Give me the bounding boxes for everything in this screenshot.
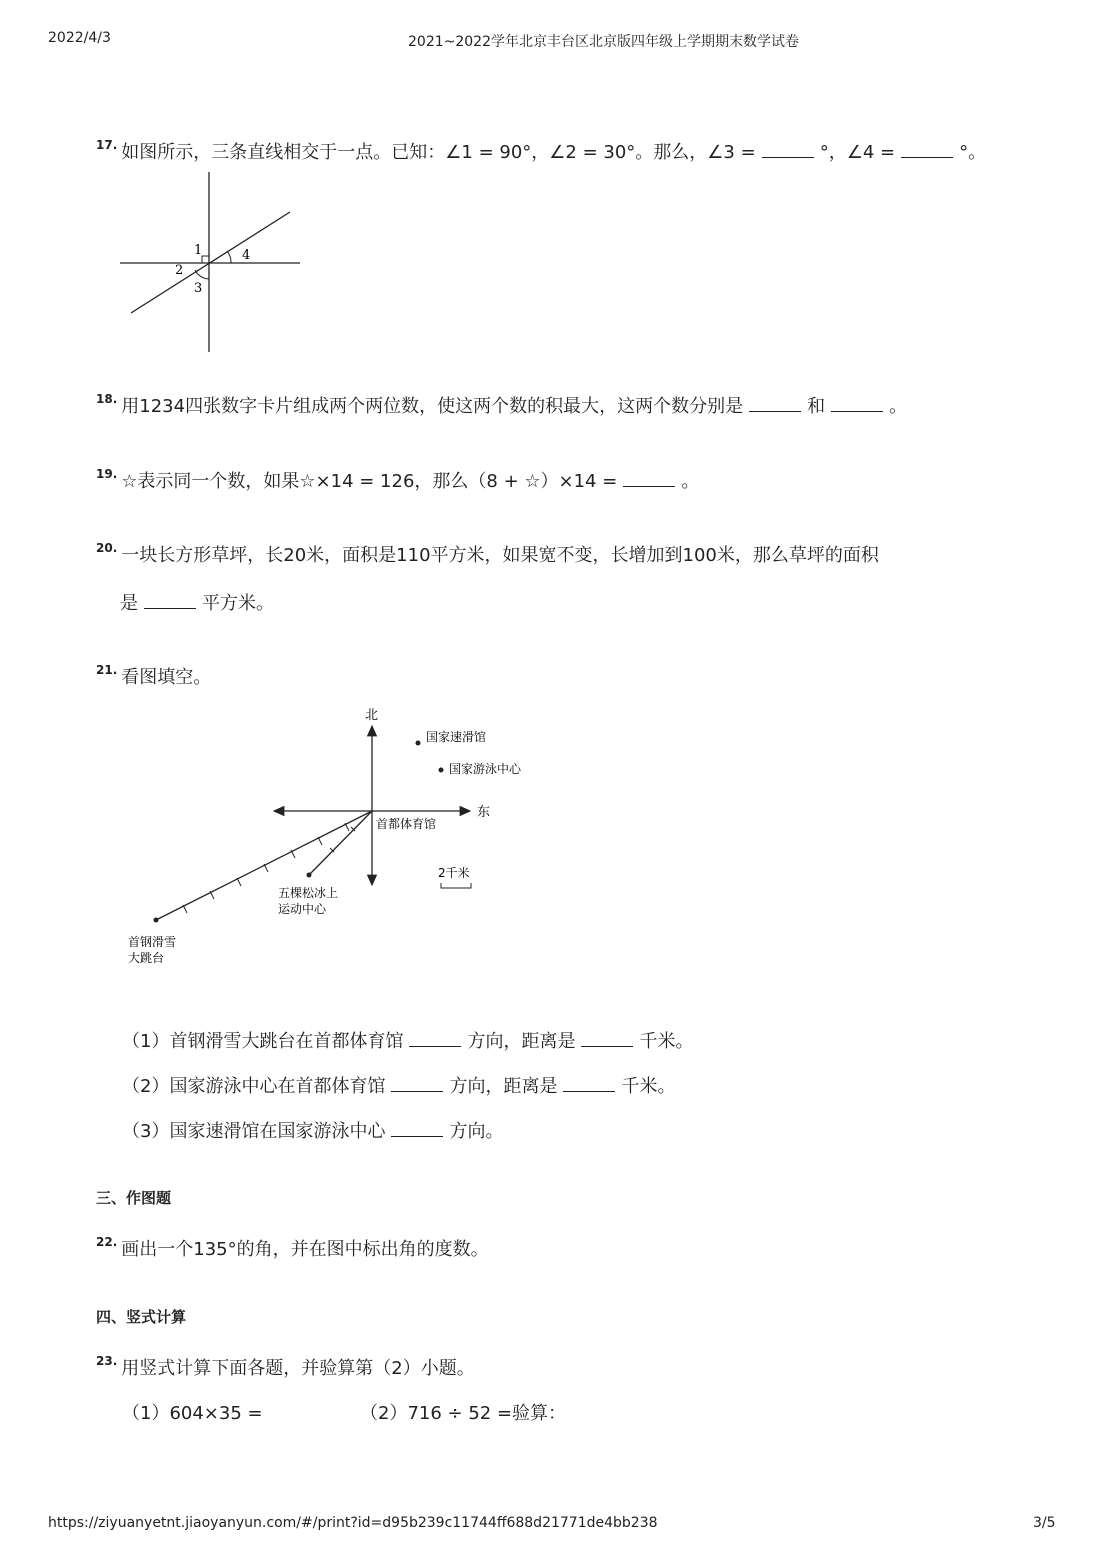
- question-text: 平方米。: [202, 593, 274, 614]
- answer-blank: [831, 393, 883, 412]
- question-text: 方向，距离是: [449, 1076, 558, 1097]
- question-number: 19.: [96, 467, 118, 481]
- question-text: 一块长方形草坪，长20米，面积是110平方米，如果宽不变，长增加到100米，那么草坪的面积: [121, 545, 879, 566]
- question-19: [96, 468, 699, 496]
- answer-blank: [391, 1073, 443, 1092]
- question-text: 如图所示，三条直线相交于一点。已知：∠1 = 90°，∠2 = 30°。那么，∠3 =: [121, 142, 756, 163]
- answer-blank: [749, 393, 801, 412]
- question-text: （2）国家游泳中心在首都体育馆: [122, 1076, 386, 1097]
- question-number: 20.: [96, 541, 118, 555]
- footer-url[interactable]: https://ziyuanyetnt.jiaoyanyun.com/#/print?id=d95b239c11744ff688d21771de4bb238: [48, 1515, 658, 1531]
- question-text: 方向，距离是: [467, 1031, 576, 1052]
- question-text: 。: [681, 471, 700, 492]
- question-text: 千米。: [621, 1076, 676, 1097]
- section-heading-4: 四、竖式计算: [96, 1308, 187, 1326]
- question-text: 千米。: [639, 1031, 694, 1052]
- question-18: [96, 393, 907, 421]
- question-21-sub-2: [122, 1073, 675, 1100]
- shougang-point: [154, 918, 159, 923]
- question-text: （3）国家速滑馆在国家游泳中心: [122, 1121, 386, 1142]
- page-number: 3/5: [1033, 1515, 1056, 1531]
- direction-map: [110, 700, 540, 975]
- angle-label-3: 3: [194, 281, 203, 296]
- answer-blank: [391, 1118, 443, 1137]
- north-label: 北: [365, 708, 379, 723]
- right-angle-mark: [202, 256, 209, 263]
- intersecting-lines-figure: [115, 170, 305, 355]
- shougang-line: [156, 811, 372, 920]
- question-text: 。: [889, 396, 908, 417]
- question-number: 18.: [96, 392, 118, 406]
- question-text: °。: [959, 142, 987, 163]
- question-text: ☆表示同一个数，如果☆×14 = 126，那么（8 + ☆）×14 =: [121, 471, 618, 492]
- tick-mark: [237, 878, 241, 886]
- question-20-line2: [120, 590, 274, 617]
- question-text: 看图填空。: [121, 667, 212, 688]
- question-21-sub-1: [122, 1028, 693, 1055]
- question-23-part-1: （1）604×35 =: [122, 1403, 263, 1424]
- question-21-sub-3: [122, 1118, 503, 1145]
- swimming-center-point: [439, 768, 444, 773]
- answer-blank: [409, 1028, 461, 1047]
- section-heading-3: 三、作图题: [96, 1189, 172, 1207]
- answer-blank: [563, 1073, 615, 1092]
- question-20: [96, 543, 879, 570]
- angle-4-arc: [227, 251, 231, 263]
- print-date: 2022/4/3: [48, 30, 111, 46]
- swimming-center-label: 国家游泳中心: [449, 762, 522, 776]
- question-text: °，∠4 =: [819, 142, 896, 163]
- scale-label: 2千米: [438, 866, 470, 880]
- question-text: （1）首钢滑雪大跳台在首都体育馆: [122, 1031, 404, 1052]
- document-title: 2021~2022学年北京丰台区北京版四年级上学期期末数学试卷: [408, 34, 799, 50]
- question-text: 是: [120, 593, 138, 614]
- angle-label-4: 4: [242, 248, 251, 263]
- question-text: 方向。: [449, 1121, 504, 1142]
- question-number: 22.: [96, 1235, 118, 1249]
- wukesong-label-1: 五棵松冰上: [278, 886, 339, 900]
- scale-bar: [441, 883, 471, 888]
- question-22: [96, 1237, 489, 1264]
- answer-blank: [144, 590, 196, 609]
- east-label: 东: [477, 805, 491, 820]
- question-text: 用1234四张数字卡片组成两个两位数，使这两个数的积最大，这两个数分别是: [121, 396, 744, 417]
- question-text: 和: [807, 396, 826, 417]
- answer-blank: [901, 139, 953, 158]
- wukesong-line: [309, 811, 372, 875]
- speed-skating-point: [416, 741, 421, 746]
- shougang-label-2: 大跳台: [128, 951, 165, 965]
- question-23: [96, 1356, 475, 1383]
- angle-label-2: 2: [175, 263, 184, 278]
- answer-blank: [581, 1028, 633, 1047]
- shougang-label-1: 首钢滑雪: [128, 935, 177, 949]
- tick-mark: [318, 837, 322, 845]
- question-number: 21.: [96, 663, 118, 677]
- answer-blank: [623, 468, 675, 487]
- speed-skating-label: 国家速滑馆: [426, 730, 487, 744]
- question-text: 用竖式计算下面各题，并验算第（2）小题。: [121, 1358, 475, 1379]
- question-23-part-2: （2）716 ÷ 52 =验算：: [360, 1403, 567, 1424]
- question-number: 23.: [96, 1354, 118, 1368]
- question-21: [96, 665, 211, 692]
- question-17: [96, 139, 986, 167]
- wukesong-point: [307, 873, 312, 878]
- angle-label-1: 1: [194, 243, 203, 258]
- answer-blank: [762, 139, 814, 158]
- tick-mark: [183, 905, 187, 913]
- wukesong-label-2: 运动中心: [278, 902, 327, 916]
- question-text: 画出一个135°的角，并在图中标出角的度数。: [121, 1239, 489, 1260]
- center-label: 首都体育馆: [376, 817, 437, 831]
- question-number: 17.: [96, 138, 118, 152]
